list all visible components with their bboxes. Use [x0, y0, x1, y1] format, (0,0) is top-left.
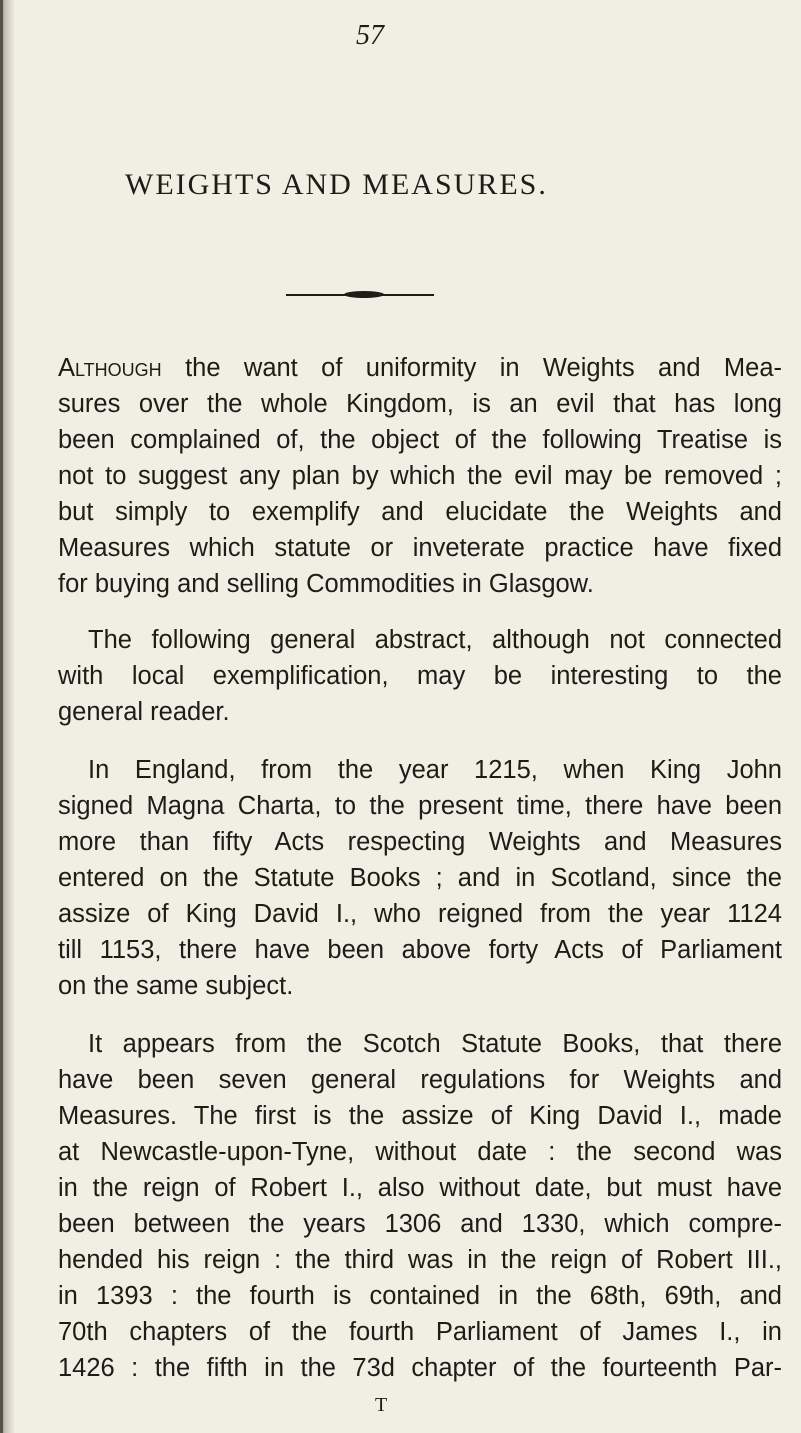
title-rule-ornament — [344, 291, 384, 298]
paragraph-3-line: assize of King David I., who reigned from the year 1124 — [58, 900, 782, 928]
paragraph-1-first-line: the want of uniformity in Weights and Mea- — [161, 354, 782, 382]
paragraph-4-line: Measures. The first is the assize of King David I., made — [58, 1102, 782, 1130]
paragraph-1-line: been complained of, the object of the following Treatise is — [58, 426, 782, 454]
paragraph-3-line: In England, from the year 1215, when King John — [88, 756, 782, 784]
paragraph-1-line — [58, 350, 782, 386]
paragraph-3-line: entered on the Statute Books ; and in Scotland, since the — [58, 864, 782, 892]
paragraph-1-line: not to suggest any plan by which the evil may be removed ; — [58, 462, 782, 490]
paragraph-4-line: in 1393 : the fourth is contained in the 68th, 69th, and — [58, 1282, 782, 1310]
paragraph-4-line: It appears from the Scotch Statute Books, that there — [88, 1030, 782, 1058]
paragraph-2-line: The following general abstract, although not connected — [88, 626, 782, 654]
paragraph-1-line: but simply to exemplify and elucidate the Weights and — [58, 498, 782, 526]
paragraph-3-line: more than fifty Acts respecting Weights and Measures — [58, 828, 782, 856]
paragraph-3-line: on the same subject. — [58, 972, 294, 1000]
paragraph-3-line: till 1153, there have been above forty Acts of Parliament — [58, 936, 782, 964]
paragraph-1-line: Measures which statute or inveterate practice have fixed — [58, 534, 782, 562]
paragraph-1-line: sures over the whole Kingdom, is an evil that has long — [58, 390, 782, 418]
paragraph-4-line: at Newcastle-upon-Tyne, without date : the second was — [58, 1138, 782, 1166]
page-number: 57 — [356, 20, 384, 51]
paragraph-4-line: in the reign of Robert I., also without date, but must have — [58, 1174, 782, 1202]
paragraph-1-dropword: Although — [58, 354, 162, 382]
paragraph-4-line: have been seven general regulations for Weights and — [58, 1066, 782, 1094]
paragraph-2-line: with local exemplification, may be interesting to the — [58, 662, 782, 690]
paragraph-4-line: 70th chapters of the fourth Parliament of James I., in — [58, 1318, 782, 1346]
paragraph-3-line: signed Magna Charta, to the present time, there have been — [58, 792, 782, 820]
paragraph-4-line: been between the years 1306 and 1330, which compre- — [58, 1210, 782, 1238]
page-binding-edge — [0, 0, 3, 1433]
page-title: WEIGHTS AND MEASURES. — [125, 168, 548, 201]
paragraph-4-line: 1426 : the fifth in the 73d chapter of the fourteenth Par- — [58, 1354, 782, 1382]
paragraph-2-line: general reader. — [58, 698, 230, 726]
paragraph-1-line: for buying and selling Commodities in Glasgow. — [58, 570, 594, 598]
signature-mark: T — [375, 1394, 388, 1416]
paragraph-4-line: hended his reign : the third was in the reign of Robert III., — [58, 1246, 782, 1274]
